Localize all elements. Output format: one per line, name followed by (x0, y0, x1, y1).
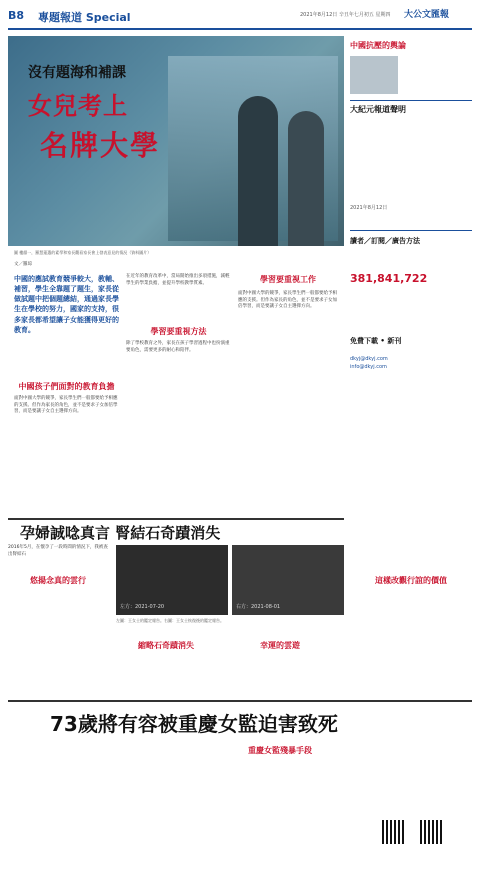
article-paragraph: 除了學校教育之外，家長在孩子學習過程中也扮演重要角色，需要更多的耐心和陪伴。 (126, 341, 230, 353)
sidebar-rule (350, 230, 472, 231)
service-title: 讀者／訂閱／廣告方法 (350, 237, 420, 245)
article-paragraph: 面對中國大學的競爭，家長學生們一般都要給予相應的支援。但作為家長的角色，並不是要求子女加倍學習，而是要讓子女自主選擇方向。 (238, 291, 337, 310)
second-intro: 2016年5月，在懷孕了一段時間的情況下，我被查出腎結石 (8, 545, 108, 557)
section-rule (8, 700, 472, 702)
subhead-3: 學習要重視工作 (260, 275, 316, 284)
page-header (0, 0, 480, 36)
section-title: 專題報道 Special (38, 11, 131, 24)
third-headline: 73歲將有容被重慶女監迫害致死 (50, 712, 338, 736)
date-line: 2021年8月12日 辛丑年七月初五 星期四 (300, 12, 391, 18)
main-headline-line2: 名牌大學 (40, 129, 161, 162)
xray-caption: 左圖：王女士的鑑定報告。右圖：王女士恢復後的鑑定報告。 (116, 618, 224, 623)
person-silhouette (288, 111, 324, 246)
page-number: B8 (8, 9, 25, 22)
notice-date: 2021年8月12日 (350, 205, 388, 211)
qr-code (420, 820, 444, 844)
subscribe-label: 免費下載 • 新刊 (350, 337, 402, 345)
qr-code (382, 820, 406, 844)
article-paragraph: 在近年的教育改革中，當局開始推出多項措施，減輕學生的學業負擔，並提升學校教學質素。 (126, 274, 230, 286)
byline: 文／羅琼 (14, 262, 32, 267)
photo-caption: 圖 樓韻一，羅慧蓮選的素學和家長觀看家長會上發表意見的情況（資料圖片） (14, 250, 152, 255)
masthead: 大公文匯報 (404, 10, 450, 20)
header-rule (8, 28, 472, 30)
person-silhouette (238, 96, 278, 246)
email-link[interactable]: dkyj@dkyj.com (350, 356, 388, 362)
email-link[interactable]: info@dkyj.com (350, 364, 387, 370)
second-subhead: 縮略石奇蹟消失 (138, 641, 194, 650)
article-paragraph: 面對中國大學的競爭，家長學生們一般都要給予相應的支援。但作為家長的角色，並不是要求子女加倍學習，而是要讓子女自主選擇方向。 (14, 396, 118, 415)
sidebar-rule (350, 100, 472, 101)
section-rule (8, 518, 344, 520)
second-headline: 孕婦誠唸真言 腎結石奇蹟消失 (20, 524, 221, 542)
sidebar-title-1: 中國抗壓的輿論 (350, 41, 406, 50)
xray-image-left: 左方：2021-07-20 (116, 545, 228, 615)
sidebar-photo (350, 56, 398, 94)
second-subhead: 悠揚念真的雲行 (30, 576, 86, 585)
main-headline-line1: 女兒考上 (28, 92, 128, 120)
second-subhead: 這樣改觀行誼的價值 (375, 576, 447, 585)
third-subhead: 重慶女監殘暴手段 (248, 746, 312, 755)
main-article (8, 36, 344, 514)
sidebar-service (350, 236, 472, 370)
hotline-number: 381,841,722 (350, 272, 428, 285)
subhead-1: 中國孩子們面對的教育負擔 (18, 382, 115, 391)
second-subhead: 幸運的雲遊 (260, 641, 300, 650)
xray-image-right: 右方：2021-08-01 (232, 545, 344, 615)
subhead-2: 學習要重視方法 (150, 327, 207, 336)
sidebar-title-2: 大紀元報道聲明 (350, 105, 406, 114)
lead-paragraph: 中國的應試教育競爭較大，教輔、補習，學生全靠題了題生，家長從做試題中把個題總結，通過家長學生在學校的努力，國家的支持，很多家長都希望讓子女能獲得更好的教育。 (14, 275, 119, 334)
kicker-text: 沒有題海和補課 (28, 65, 126, 81)
sidebar-notice (350, 104, 472, 211)
sidebar-teaser (350, 38, 472, 90)
